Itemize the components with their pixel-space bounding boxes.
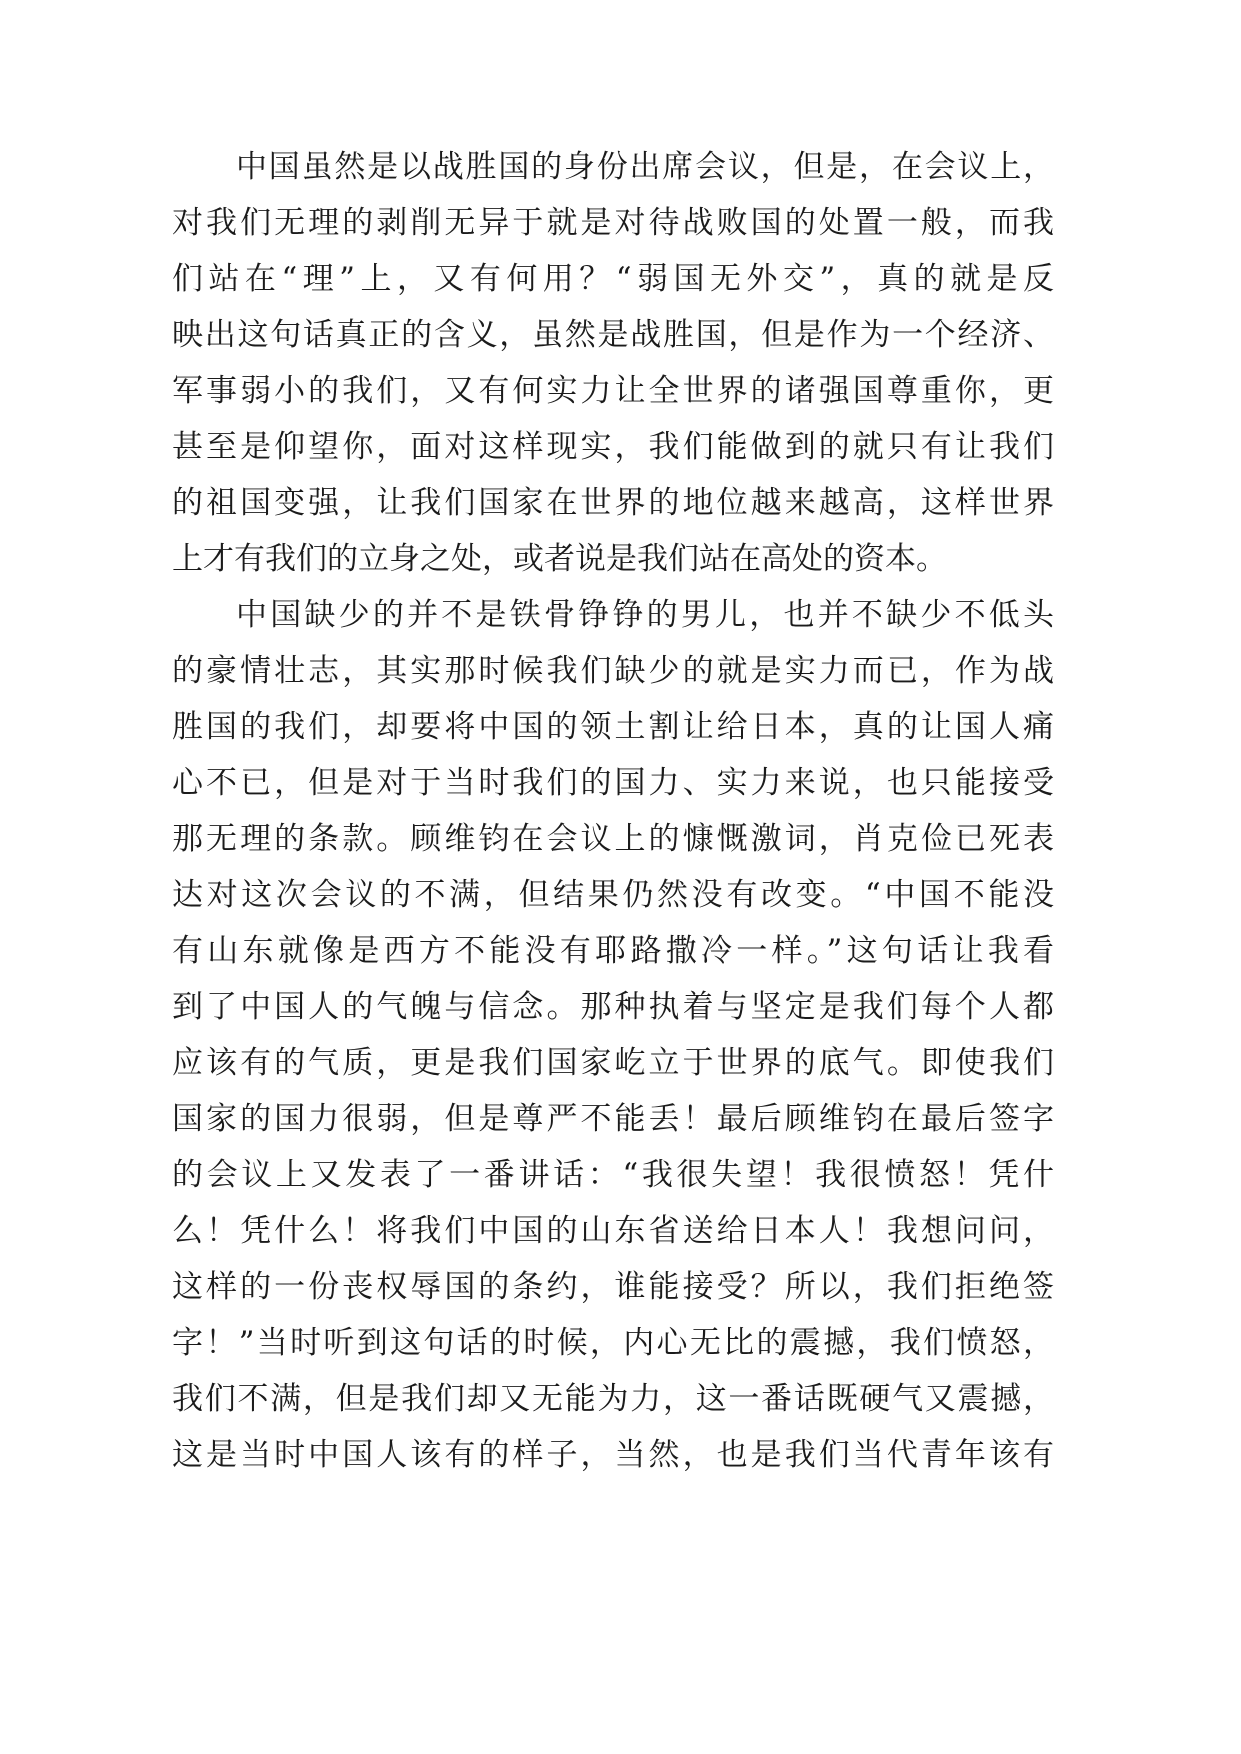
text-line: 中国缺少的并不是铁骨铮铮的男儿，也并不缺少不低头: [236, 597, 1054, 633]
text-line: 胜国的我们，却要将中国的领土割让给日本，真的让国人痛: [172, 709, 1054, 745]
paragraph-1: [172, 139, 1054, 587]
text-line: 国家的国力很弱，但是尊严不能丢！最后顾维钧在最后签字: [172, 1101, 1054, 1137]
text-line: 的会议上又发表了一番讲话：“我很失望！我很愤怒！凭什: [172, 1157, 1054, 1193]
text-line: 映出这句话真正的含义，虽然是战胜国，但是作为一个经济、: [172, 317, 1054, 353]
text-line: 应该有的气质，更是我们国家屹立于世界的底气。即使我们: [172, 1045, 1054, 1081]
text-line: 心不已，但是对于当时我们的国力、实力来说，也只能接受: [172, 765, 1054, 801]
text-line: 上才有我们的立身之处，或者说是我们站在高处的资本。: [172, 541, 947, 577]
text-line: 我们不满，但是我们却又无能为力，这一番话既硬气又震撼，: [172, 1381, 1054, 1417]
text-line: 达对这次会议的不满，但结果仍然没有改变。“中国不能没: [172, 877, 1054, 913]
text-line: 甚至是仰望你，面对这样现实，我们能做到的就只有让我们: [172, 429, 1054, 465]
text-line: 有山东就像是西方不能没有耶路撒冷一样。”这句话让我看: [172, 933, 1054, 969]
text-line: 们站在“理”上，又有何用？“弱国无外交”，真的就是反: [172, 261, 1054, 297]
text-line: 对我们无理的剥削无异于就是对待战败国的处置一般，而我: [172, 205, 1054, 241]
paragraph-2: [172, 587, 1054, 1483]
text-line: 的豪情壮志，其实那时候我们缺少的就是实力而已，作为战: [172, 653, 1054, 689]
text-line: 中国虽然是以战胜国的身份出席会议，但是，在会议上，: [236, 149, 1054, 185]
text-line: 么！凭什么！将我们中国的山东省送给日本人！我想问问，: [172, 1213, 1054, 1249]
text-line: 字！”当时听到这句话的时候，内心无比的震撼，我们愤怒，: [172, 1325, 1054, 1361]
text-line: 军事弱小的我们，又有何实力让全世界的诸强国尊重你，更: [172, 373, 1054, 409]
text-line: 这样的一份丧权辱国的条约，谁能接受？所以，我们拒绝签: [172, 1269, 1054, 1305]
body-text: [172, 139, 1054, 1483]
text-line: 到了中国人的气魄与信念。那种执着与坚定是我们每个人都: [172, 989, 1054, 1025]
text-line: 这是当时中国人该有的样子，当然，也是我们当代青年该有: [172, 1437, 1054, 1473]
text-line: 的祖国变强，让我们国家在世界的地位越来越高，这样世界: [172, 485, 1054, 521]
text-line: 那无理的条款。顾维钧在会议上的慷慨激词，肖克俭已死表: [172, 821, 1054, 857]
